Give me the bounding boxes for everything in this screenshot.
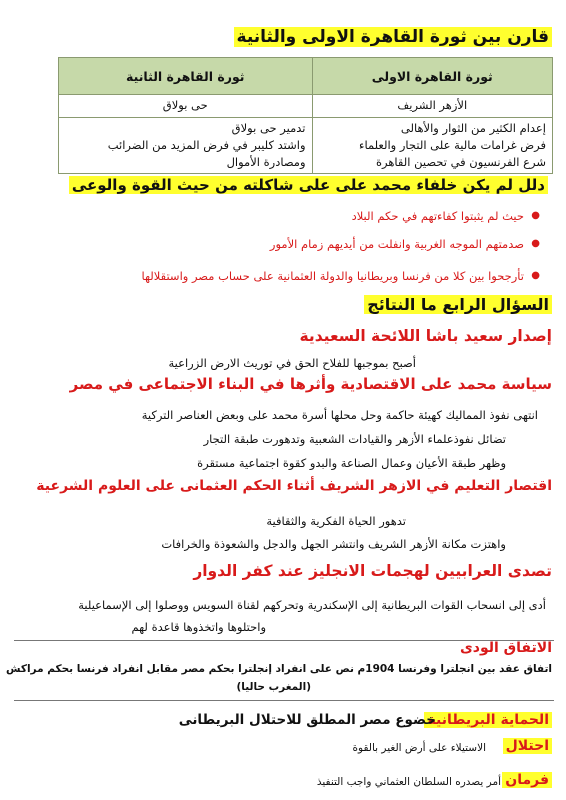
- row2-col1-line: إعدام الكثير من الثوار والأهالى: [400, 121, 546, 135]
- entente-label: الاتفاق الودى: [459, 640, 552, 656]
- result-line: واحتلوها واتخذوها قاعدة لهم: [131, 620, 266, 634]
- entente-text: اتفاق عقد بين انجلترا وفرنسا 1904م نص على انفراد إنجلترا بحكم مصر مقابل انفراد فرنسا بحكم مراكش: [6, 663, 552, 675]
- evidence-title: دلل لم يكن خلفاء محمد على على شاكلته من حيث القوة والوعى: [69, 176, 548, 194]
- result-line: واهتزت مكانة الأزهر الشريف وانتشر الجهل والدجل والشعوذة والخرافات: [161, 537, 506, 551]
- result-line: أدى إلى انسحاب القوات البريطانية إلى الإسكندرية وتحركهم لقناة السويس ووصلوا إلى الإسماعيلية: [78, 598, 546, 612]
- q4-title: السؤال الرابع ما النتائج: [364, 295, 552, 314]
- result-title-1: إصدار سعيد باشا اللائحة السعيدية: [299, 327, 552, 345]
- evidence-bullet: ● صدمتهم الموجه الغربية وانفلت من أيديهم زمام الأمور: [18, 233, 538, 261]
- row2-col1-line: شرع الفرنسيون في تحصين القاهرة: [375, 155, 546, 169]
- firman-label: فرمان: [502, 772, 552, 788]
- col1-header: ثورة القاهرة الاولى: [312, 58, 552, 95]
- firman-text: أمر يصدره السلطان العثماني واجب التنفيذ: [316, 776, 501, 788]
- entente-note: (المغرب حاليا): [236, 681, 311, 693]
- evidence-bullet: ● تأرجحوا بين كلا من فرنسا وبريطانيا والدولة العثمانية على حساب مصر واستقلالها: [18, 265, 538, 293]
- row2-col2-line: تدمير حى بولاق: [231, 121, 306, 135]
- occupation-text: الاستيلاء على أرض الغير بالقوة: [352, 742, 486, 754]
- occupation-label: احتلال: [503, 738, 552, 754]
- row2-col2: [59, 118, 313, 174]
- evidence-list: [18, 205, 538, 293]
- result-line: تضائل نفوذعلماء الأزهر والقيادات الشعبية وتدهورت طبقة التجار: [203, 432, 506, 446]
- protectorate-label: الحماية البريطانية: [424, 712, 552, 728]
- result-line: وظهر طبقة الأعيان وعمال الصناعة والبدو كقوة اجتماعية مستقرة: [197, 456, 506, 470]
- compare-title: قارن بين ثورة القاهرة الاولى والثانية: [234, 27, 552, 47]
- result-line: تدهور الحياة الفكرية والثقافية: [266, 514, 406, 528]
- result-line: أصبح بموجبها للفلاح الحق في توريث الارض الزراعية: [168, 356, 416, 370]
- divider: [14, 700, 554, 701]
- col2-header: ثورة القاهرة الثانية: [59, 58, 313, 95]
- row2-col1-line: فرض غرامات مالية على التجار والعلماء: [359, 138, 546, 152]
- result-title-3: اقتصار التعليم في الازهر الشريف أثناء الحكم العثمانى على العلوم الشرعية: [36, 478, 552, 494]
- result-line: انتهى نفوذ المماليك كهيئة حاكمة وحل محلها أسرة محمد على وبعض العناصر التركية: [141, 408, 538, 422]
- row1-col1: الأزهر الشريف: [312, 95, 552, 118]
- compare-table: [58, 57, 553, 174]
- row1-col2: حى بولاق: [59, 95, 313, 118]
- result-title-2: سياسة محمد على الاقتصادية وأثرها في البناء الاجتماعى في مصر: [69, 375, 552, 393]
- result-title-4: تصدى العرابيين لهجمات الانجليز عند كفر الدوار: [193, 562, 552, 580]
- row2-col2-line: واشتد كليبر في فرض المزيد من الضرائب: [107, 138, 306, 152]
- row2-col2-line: ومصادرة الأموال: [226, 155, 306, 169]
- evidence-bullet: ● حيث لم يثبتوا كفاءتهم في حكم البلاد: [18, 205, 538, 233]
- protectorate-text: خضوع مصر المطلق للاحتلال البريطانى: [178, 712, 436, 728]
- row2-col1: [312, 118, 552, 174]
